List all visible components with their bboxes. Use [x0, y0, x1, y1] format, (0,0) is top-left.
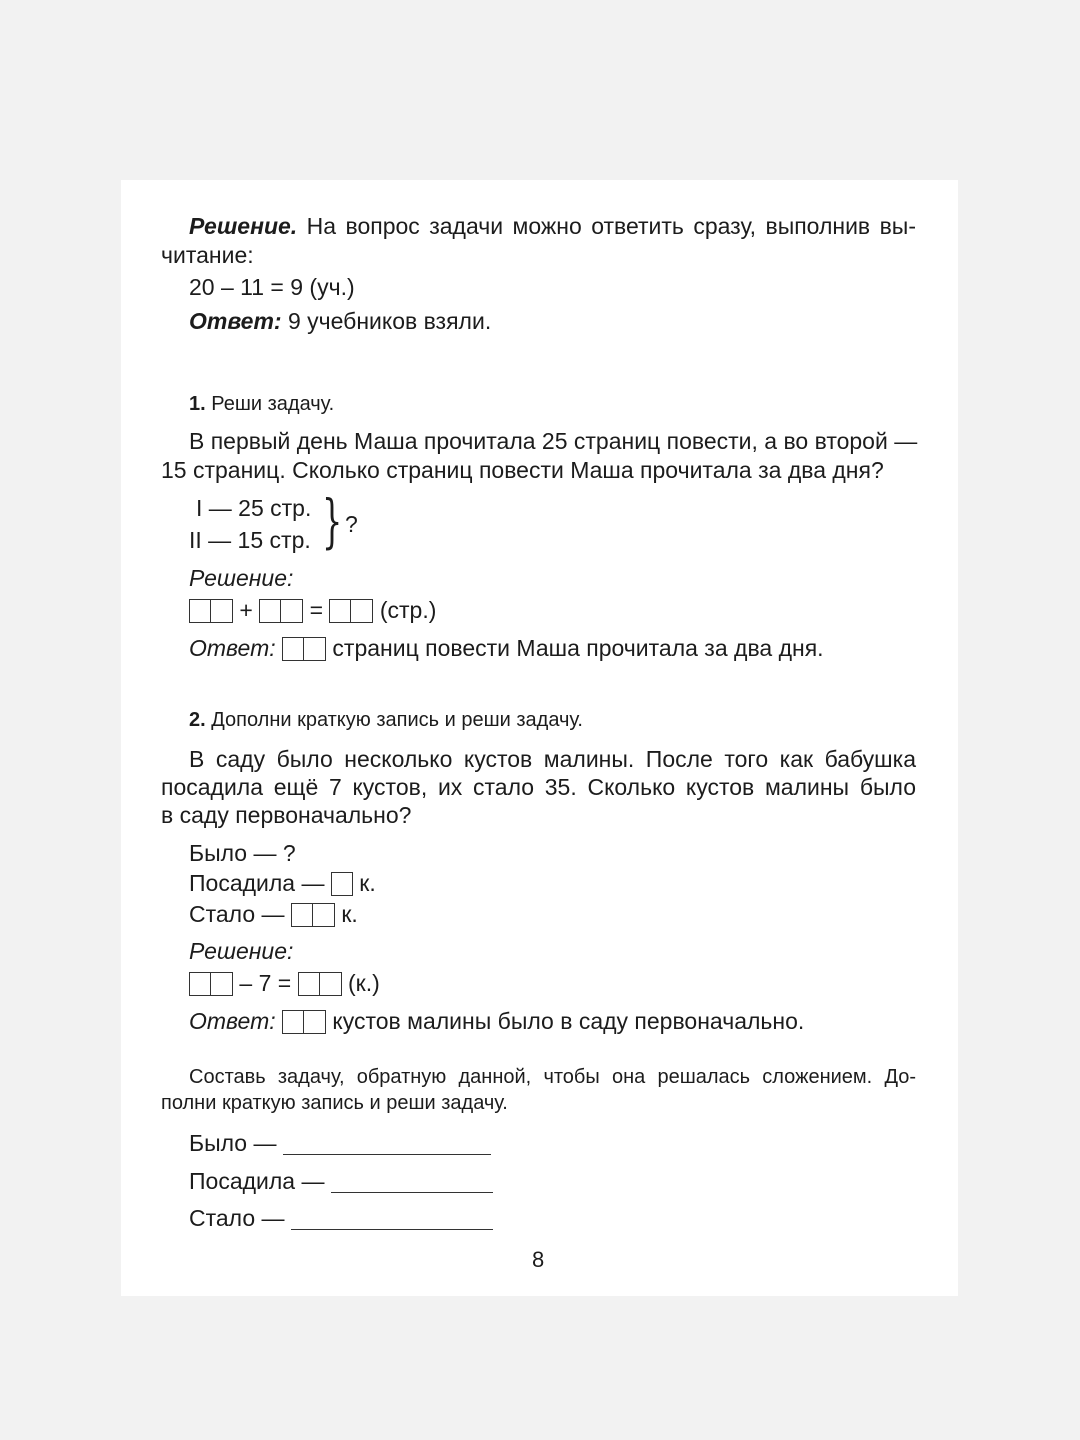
task2-planted: Посадила — к. — [189, 870, 376, 896]
intro-solution-line-1: Решение. На вопрос задачи можно ответить сразу, выполнив вы- — [189, 213, 916, 239]
task1-text-line-2: 15 страниц. Сколько страниц повести Маша прочитала за два дня? — [161, 457, 884, 483]
task1-short-row-1: I — 25 стр. — [196, 495, 312, 521]
inverse-text-line-2: полни краткую запись и реши задачу. — [161, 1092, 508, 1114]
task2-became: Стало — к. — [189, 901, 358, 927]
task1-solution-label: Решение: — [189, 565, 294, 591]
answer-cell[interactable] — [291, 903, 335, 927]
intro-equation: 20 – 11 = 9 (уч.) — [189, 274, 355, 300]
task2-text-line-2: посадила ещё 7 кустов, их стало 35. Сколько кустов малины было — [161, 774, 916, 800]
answer-cell[interactable] — [189, 599, 233, 623]
task2-solution-label: Решение: — [189, 938, 294, 964]
inverse-text-line-1: Составь задачу, обратную данной, чтобы она решалась сложением. До- — [189, 1066, 916, 1088]
answer-cell[interactable] — [282, 1010, 326, 1034]
answer-cell[interactable] — [189, 972, 233, 996]
page-number: 8 — [532, 1247, 545, 1272]
task1-question-mark: ? — [345, 511, 358, 537]
inverse-was: Было — — [189, 1129, 491, 1157]
task2-answer: Ответ: кустов малины было в саду первоначально. — [189, 1008, 805, 1034]
intro-answer: Ответ: 9 учебников взяли. — [189, 308, 492, 334]
task1-short-row-2: II — 15 стр. — [189, 527, 311, 553]
inverse-became: Стало — — [189, 1204, 493, 1232]
answer-cell[interactable] — [282, 637, 326, 661]
answer-cell[interactable] — [298, 972, 342, 996]
task1-solution-equation: + = (стр.) — [189, 596, 436, 624]
task2-was: Было — ? — [189, 840, 296, 866]
task1-text-line-1: В первый день Маша прочитала 25 страниц повести, а во второй — — [189, 428, 918, 454]
became-blank-line[interactable] — [291, 1209, 493, 1230]
planted-blank-line[interactable] — [331, 1172, 493, 1193]
intro-solution-line-2: читание: — [161, 242, 254, 268]
task2-text-line-3: в саду первоначально? — [161, 802, 412, 828]
was-blank-line[interactable] — [283, 1134, 491, 1155]
task2-solution-equation: – 7 = (к.) — [189, 969, 380, 997]
answer-cell[interactable] — [259, 599, 303, 623]
task2-heading: 2. Дополни краткую запись и реши задачу. — [189, 709, 583, 731]
answer-cell[interactable] — [329, 599, 373, 623]
task1-answer: Ответ: страниц повести Маша прочитала за два дня. — [189, 635, 824, 661]
task2-text-line-1: В саду было несколько кустов малины. После того как бабушка — [189, 746, 916, 772]
answer-cell[interactable] — [331, 872, 353, 896]
brace-icon: } — [322, 487, 343, 555]
inverse-planted: Посадила — — [189, 1167, 493, 1195]
task1-heading: 1. Реши задачу. — [189, 393, 335, 415]
